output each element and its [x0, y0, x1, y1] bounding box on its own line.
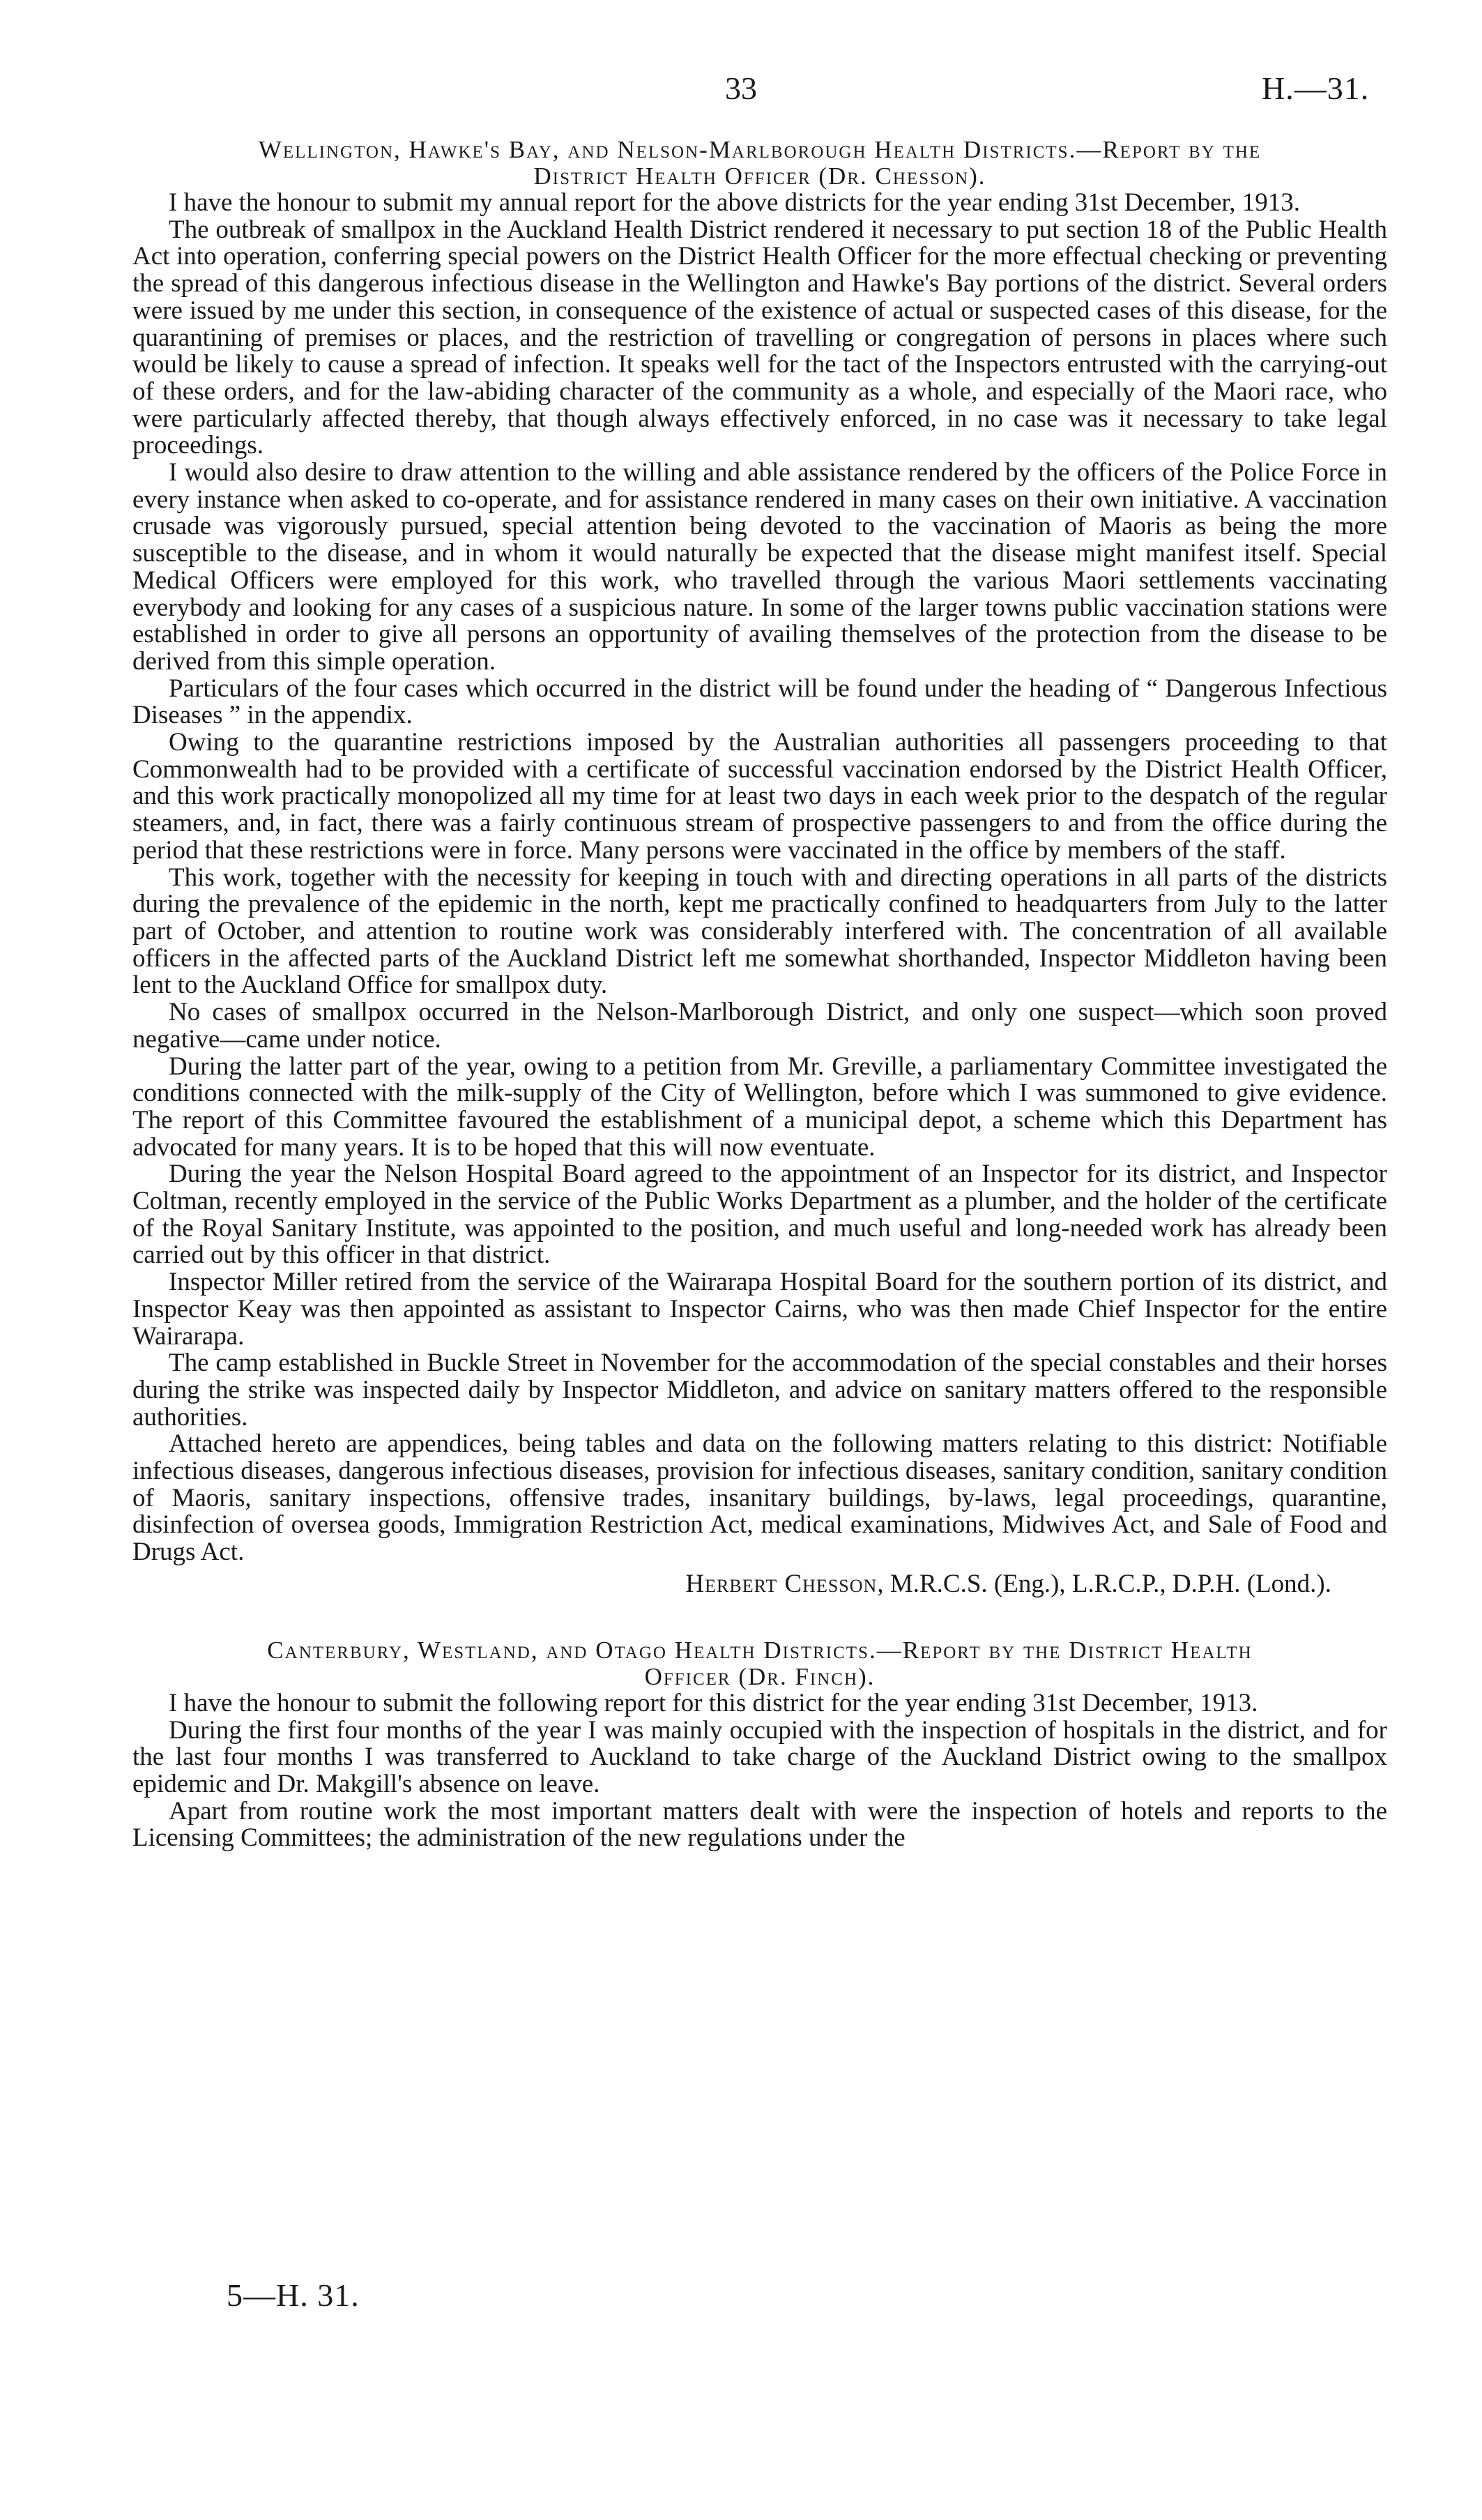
section-heading-wellington [132, 137, 1387, 190]
paragraph: The outbreak of smallpox in the Auckland Health District rendered it necessary to put section 18 of the Public Health Act into operation, conferring special powers on the District Health Officer for the more effectual checking or preventing the spread of this dangerous infectious disease in the Wellington and Hawke's Bay portions of the district. Several orders were issued by me under this section, in consequence of the existence of actual or suspected cases of this disease, for the quarantining of premises or places, and the restriction of travelling or congregation of persons in places where such would be likely to cause a spread of infection. It speaks well for the tact of the Inspectors entrusted with the carrying-out of these orders, and for the law-abiding character of the community as a whole, and especially of the Maori race, who were particularly affected thereby, that though always effectively enforced, in no case was it necessary to take legal proceedings. [132, 215, 1387, 460]
section-heading-line: Wellington, Hawke's Bay, and Nelson-Marlborough Health Districts.—Report by the [258, 136, 1262, 163]
signature-name: Herbert Chesson [685, 1569, 878, 1598]
paragraph: Attached hereto are appendices, being tables and data on the following matters relating to this district: Notifiable infectious diseases, dangerous infectious diseases, provision for infectious diseases, sanitary condition, sanitary condition of Maoris, sanitary inspections, offensive trades, insanitary buildings, by-laws, legal proceedings, quarantine, disinfection of oversea goods, Immigration Restriction Act, medical examinations, Midwives Act, and Sale of Food and Drugs Act. [132, 1429, 1387, 1567]
section-heading-line: Canterbury, Westland, and Otago Health Districts.—Report by the District Health [267, 1636, 1253, 1664]
paragraph: This work, together with the necessity for keeping in touch with and directing operations in all parts of the districts during the prevalence of the epidemic in the north, kept me practically confined to headquarters from July to the latter part of October, and attention to routine work was considerably interfered with. The concentration of all available officers in the affected parts of the Auckland District left me somewhat shorthanded, Inspector Middleton having been lent to the Auckland Office for smallpox duty. [132, 863, 1387, 1000]
paragraph: During the latter part of the year, owing to a petition from Mr. Greville, a parliamentary Committee investigated the conditions connected with the milk-supply of the City of Wellington, before which I was summoned to give evidence. The report of this Committee favoured the establishment of a municipal depot, a scheme which this Department has advocated for many years. It is to be hoped that this will now eventuate. [132, 1052, 1387, 1162]
document-reference: H.—31. [1262, 70, 1370, 106]
paragraph: Inspector Miller retired from the service of the Wairarapa Hospital Board for the southern portion of its district, and Inspector Keay was then appointed as assistant to Inspector Cairns, who was then made Chief Inspector for the entire Wairarapa. [132, 1268, 1387, 1351]
page-content [132, 137, 1387, 1852]
page-number: 33 [725, 70, 757, 106]
paragraph: I would also desire to draw attention to the willing and able assistance rendered by the officers of the Police Force in every instance when asked to co-operate, and for assistance rendered in many cases on their own initiative. A vaccination crusade was vigorously pursued, special attention being devoted to the vaccination of Maoris as being the more susceptible to the disease, and in whom it would naturally be expected that the disease might manifest itself. Special Medical Officers were employed for this work, who travelled through the various Maori settlements vaccinating everybody and looking for any cases of a suspicious nature. In some of the larger towns public vaccination stations were established in order to give all persons an opportunity of availing themselves of the protection from the disease to be derived from this simple operation. [132, 458, 1387, 676]
paragraph: No cases of smallpox occurred in the Nelson-Marlborough District, and only one suspect—which soon proved negative—came under notice. [132, 998, 1387, 1054]
paragraph: Owing to the quarantine restrictions imposed by the Australian authorities all passengers proceeding to that Commonwealth had to be provided with a certificate of successful vaccination endorsed by the District Health Officer, and this work practically monopolized all my time for at least two days in each week prior to the despatch of the regular steamers, and, in fact, there was a fairly continuous stream of prospective passengers to and from the office during the period that these restrictions were in force. Many persons were vaccinated in the office by members of the staff. [132, 728, 1387, 865]
paragraph: During the year the Nelson Hospital Board agreed to the appointment of an Inspector for its district, and Inspector Coltman, recently employed in the service of the Public Works Department as a plumber, and the holder of the certificate of the Royal Sanitary Institute, was appointed to the position, and much useful and long-needed work has already been carried out by this officer in that district. [132, 1160, 1387, 1270]
section-heading-canterbury [132, 1637, 1387, 1690]
signature [132, 1570, 1331, 1598]
footer-reference: 5—H. 31. [227, 2277, 360, 2313]
paragraph: I have the honour to submit the following report for this district for the year ending 31st December, 1913. [169, 1688, 1258, 1717]
paragraph: Apart from routine work the most important matters dealt with were the inspection of hotels and reports to the Licensing Committees; the administration of the new regulations under the [132, 1796, 1387, 1853]
paragraph: The camp established in Buckle Street in November for the accommodation of the special constables and their horses during the strike was inspected daily by Inspector Middleton, and advice on sanitary matters offered to the responsible authorities. [132, 1349, 1387, 1432]
signature-qualifications: , M.R.C.S. (Eng.), L.R.C.P., D.P.H. (Lond.). [877, 1569, 1331, 1598]
section-divider-space [132, 1598, 1387, 1637]
paragraph: During the first four months of the year I was mainly occupied with the inspection of hospitals in the district, and for the last four months I was transferred to Auckland to take charge of the Auckland District owing to the smallpox epidemic and Dr. Makgill's absence on leave. [132, 1715, 1387, 1798]
section-heading-line: District Health Officer (Dr. Chesson). [533, 162, 986, 190]
paragraph: I have the honour to submit my annual report for the above districts for the year ending 31st December, 1913. [169, 188, 1300, 217]
paragraph: Particulars of the four cases which occurred in the district will be found under the heading of “ Dangerous Infectious Diseases ” in the appendix. [132, 674, 1387, 730]
section-heading-line: Officer (Dr. Finch). [644, 1662, 876, 1690]
